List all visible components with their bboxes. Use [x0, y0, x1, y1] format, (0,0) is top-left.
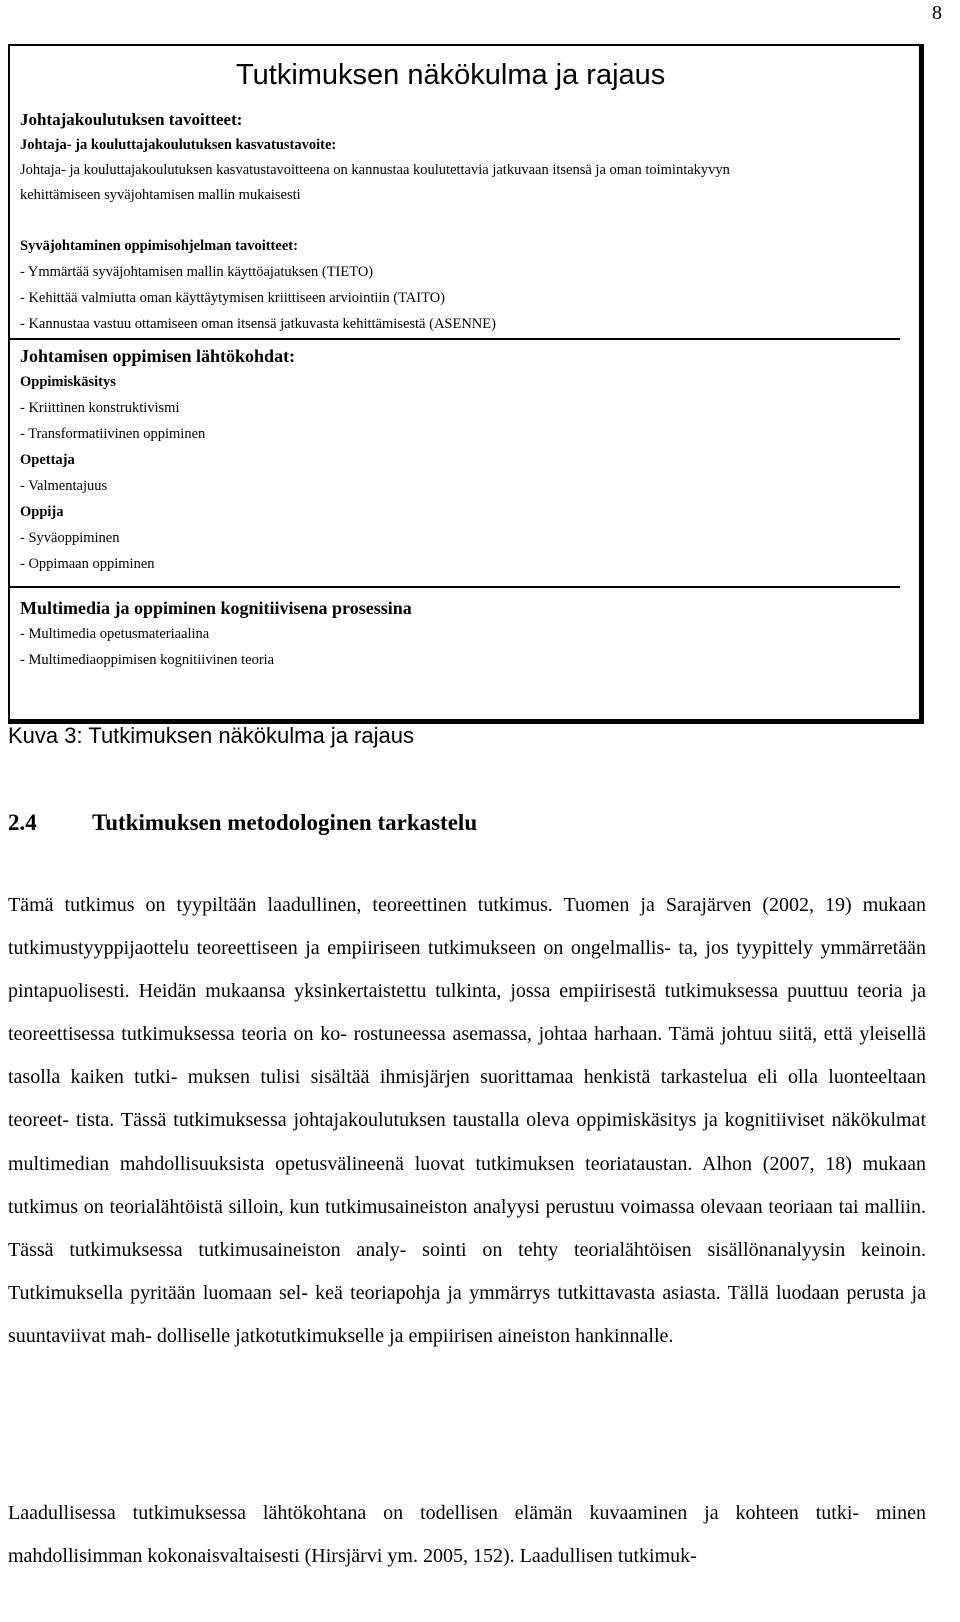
figure-section-goals — [20, 107, 730, 208]
section-line: - Multimediaoppimisen kognitiivinen teoria — [20, 652, 275, 668]
section-line: kehittämiseen syväjohtamisen mallin mukaisesti — [20, 187, 301, 203]
group-label: Oppija — [20, 504, 64, 520]
section-heading: Johtamisen oppimisen lähtökohdat: — [20, 346, 296, 366]
section-heading: Syväjohtaminen oppimisohjelman tavoitteet: — [20, 238, 298, 254]
body-paragraph: Tämä tutkimus on tyypiltään laadullinen, teoreettinen tutkimus. Tuomen ja Sarajärven (2002, 19) mukaan tutkimustyyppijaottelu teoreettiseen ja empiiriseen tutkimukseen on ongelmallis- ta, jos tyypittely ymmärretään pintapuolisesti. Heidän mukaansa yksinkertaistettu tulkinta, jossa empiirisestä tutkimuksessa puuttuu teoria ja teoreettisessa tutkimuksessa teoria on ko- rostuneessa asemassa, johtaa harhaan. Tämä johtuu siitä, että yleisellä tasolla kaiken tutki- muksen tulisi sisältää ihmisjärjen suorittamaa henkistä tarkastelua eli olla luonteeltaan teoreet- tista. Tässä tutkimuksessa johtajakoulutuksen taustalla oleva oppimiskäsitys ja kognitiiviset näkökulmat multimedian mahdollisuuksista opetusvälineenä luovat tutkimuksen teoriataustan. Alhon (2007, 18) mukaan tutkimus on teorialähtöistä silloin, kun tutkimusaineiston analyysi perustuu voimassa olevaan teoriaan tai malliin. Tässä tutkimuksessa tutkimusaineiston analy- sointi on tehty teorialähtöisen sisällönanalyysin keinoin. Tutkimuksella pyritään luomaan sel- keä teoriapohja ja ymmärrys tutkittavasta asiasta. Tällä luodaan perusta ja suuntaviivat mah- dolliselle jatkotutkimukselle ja empiirisen aineiston hankinnalle. — [8, 894, 926, 1347]
section-title-text: Tutkimuksen metodologinen tarkastelu — [92, 810, 478, 835]
section-divider — [10, 586, 900, 588]
figure-section-multimedia — [20, 595, 412, 673]
section-line: - Kannustaa vastuu ottamiseen oman itsensä jatkuvasta kehittämisestä (ASENNE) — [20, 316, 496, 332]
body-paragraph: Laadullisessa tutkimuksessa lähtökohtana on todellisen elämän kuvaaminen ja kohteen tutki- minen mahdollisimman kokonaisvaltaisesti (Hirsjärvi ym. 2005, 152). Laadullisen tutkimuk- — [8, 1502, 926, 1568]
section-line: Johtaja- ja kouluttajakoulutuksen kasvatustavoitteena on kannustaa koulutettavia jatkuvaan itsensä ja oman toimintakyvyn — [20, 162, 730, 178]
figure-title: Tutkimuksen näkökulma ja rajaus — [236, 59, 666, 91]
section-subheading: Johtaja- ja kouluttajakoulutuksen kasvatustavoite: — [20, 137, 337, 153]
section-heading: Multimedia ja oppiminen kognitiivisena prosessina — [20, 598, 412, 618]
group-item: - Transformatiivinen oppiminen — [20, 426, 206, 442]
group-item: - Syväoppiminen — [20, 530, 120, 546]
figure-section-learning-basis — [20, 343, 295, 577]
section-divider — [10, 338, 900, 340]
group-label: Opettaja — [20, 452, 75, 468]
section-heading: Johtajakoulutuksen tavoitteet: — [20, 110, 243, 129]
group-label: Oppimiskäsitys — [20, 374, 116, 390]
section-number: 2.4 — [8, 810, 37, 835]
section-title — [8, 808, 477, 838]
section-line: - Ymmärtää syväjohtamisen mallin käyttöajatuksen (TIETO) — [20, 264, 374, 280]
group-item: - Kriittinen konstruktivismi — [20, 400, 180, 416]
page-number: 8 — [932, 2, 942, 24]
figure-section-program-goals — [20, 233, 496, 337]
section-line: - Kehittää valmiutta oman käyttäytymisen kriittiseen arviointiin (TAITO) — [20, 290, 446, 306]
section-line: - Multimedia opetusmateriaalina — [20, 626, 210, 642]
group-item: - Oppimaan oppiminen — [20, 556, 155, 572]
group-item: - Valmentajuus — [20, 478, 108, 494]
figure-caption: Kuva 3: Tutkimuksen näkökulma ja rajaus — [8, 723, 414, 748]
